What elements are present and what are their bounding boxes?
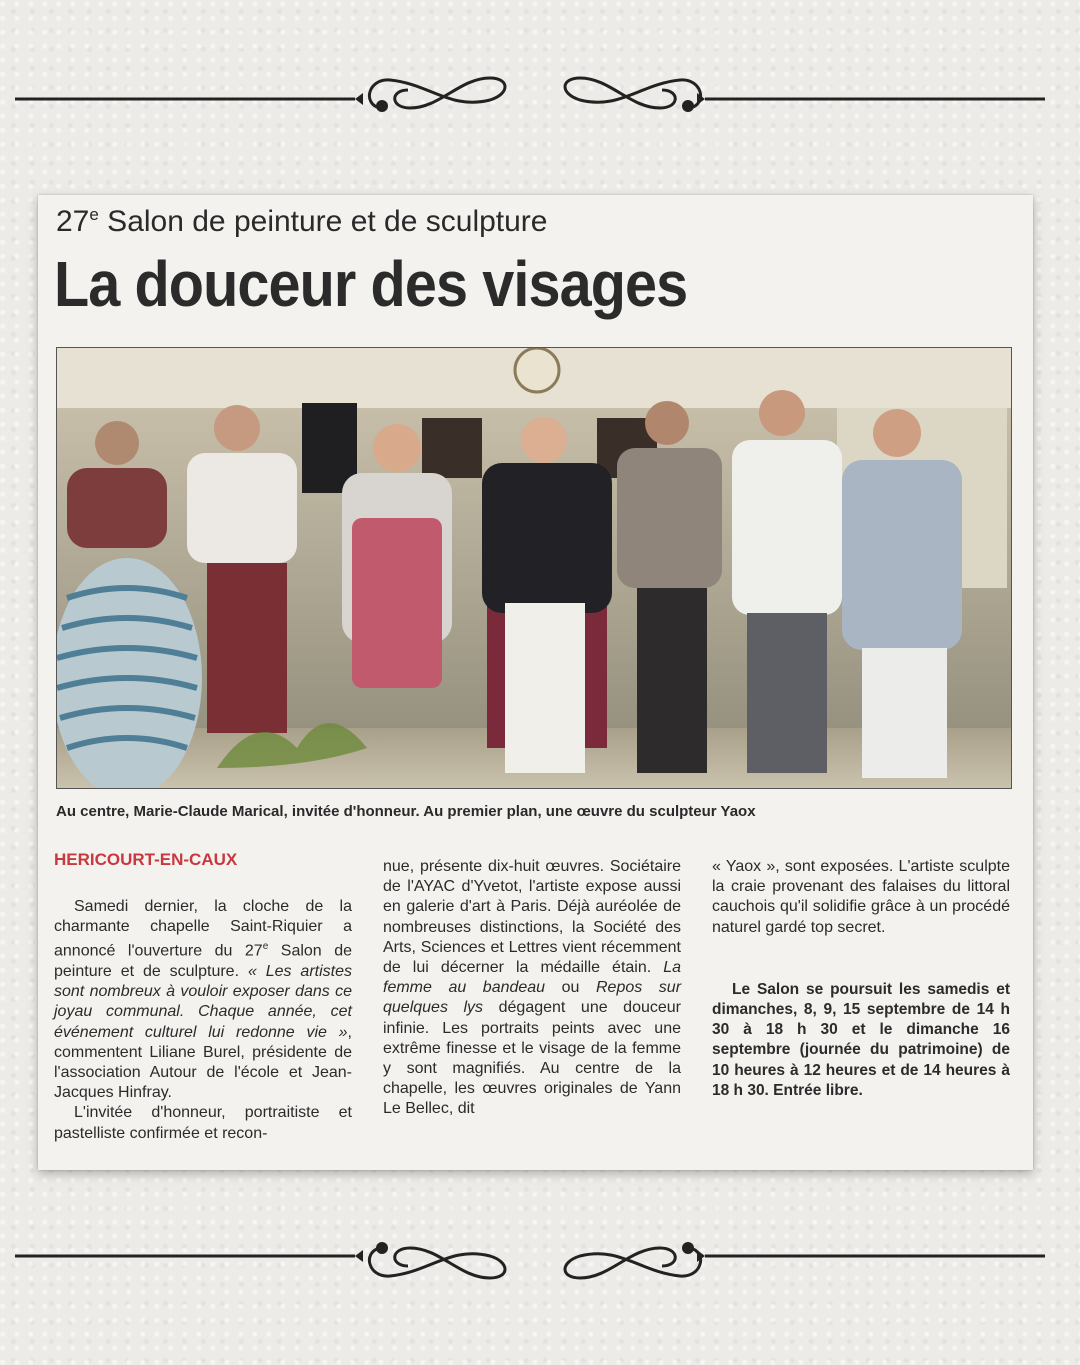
paragraph: Samedi dernier, la cloche de la charmante chapelle Saint-Riquier a annoncé l'ouverture du 27e Salon de peinture et de sculpture. « Les artistes sont nombreux à vouloir exposer dans ce joyau communal. Chaque année, cet événement culturel lui redonne vie », commentent Liliane Burel, présidente de l'association Autour de l'école et Jean-Jacques Hinfray. [54,898,353,1102]
paragraph: L'invitée d'honneur, portraitiste et pastelliste confirmée et recon- [54,1104,352,1142]
photo-caption: Au centre, Marie-Claude Marical, invitée d'honneur. Au premier plan, une œuvre du sculpteur Yaox [56,803,756,820]
article-column-3 [712,857,1010,1101]
article-column-2 [383,857,681,1120]
article-photo [56,347,1012,789]
paragraph: « Yaox », sont exposées. L'artiste sculpte la craie provenant des falaises du littoral cauchois qu'il solidifie grâce à un procédé naturel gardé top secret. [712,858,1010,936]
info-box: Le Salon se poursuit les samedis et dimanches, 8, 9, 15 septembre de 14 h 30 à 18 h 30 et le dimanche 16 septembre (journée du patrimoine) de 10 heures à 12 heures et de 14 heures à 18 h 30. Entrée libre. [712,980,1010,1099]
ornamental-divider-bottom [0,1226,1080,1286]
newspaper-clipping [38,195,1033,1170]
article-column-1 [54,857,352,1144]
paragraph: nue, présente dix-huit œuvres. Sociétaire de l'AYAC d'Yvetot, l'artiste expose aussi en galerie d'art à Paris. Déjà auréolée de nombreuses distinctions, la Société des Arts, Sciences et Lettres vient récemment de lui décerner la médaille étain. La femme au bandeau ou Repos sur quelques lys dégagent une douceur infinie. Les portraits peints avec une extrême finesse et le visage de la femme y sont magnifiés. Au centre de la chapelle, les œuvres originales de Yann Le Bellec, dit [383,858,682,1118]
dateline: HERICOURT-EN-CAUX [54,850,238,869]
article-headline: La douceur des visages [54,248,688,320]
group-photo-image [57,348,1011,788]
ornamental-divider-top [0,66,1080,126]
article-kicker: 27e Salon de peinture et de sculpture [56,205,548,238]
